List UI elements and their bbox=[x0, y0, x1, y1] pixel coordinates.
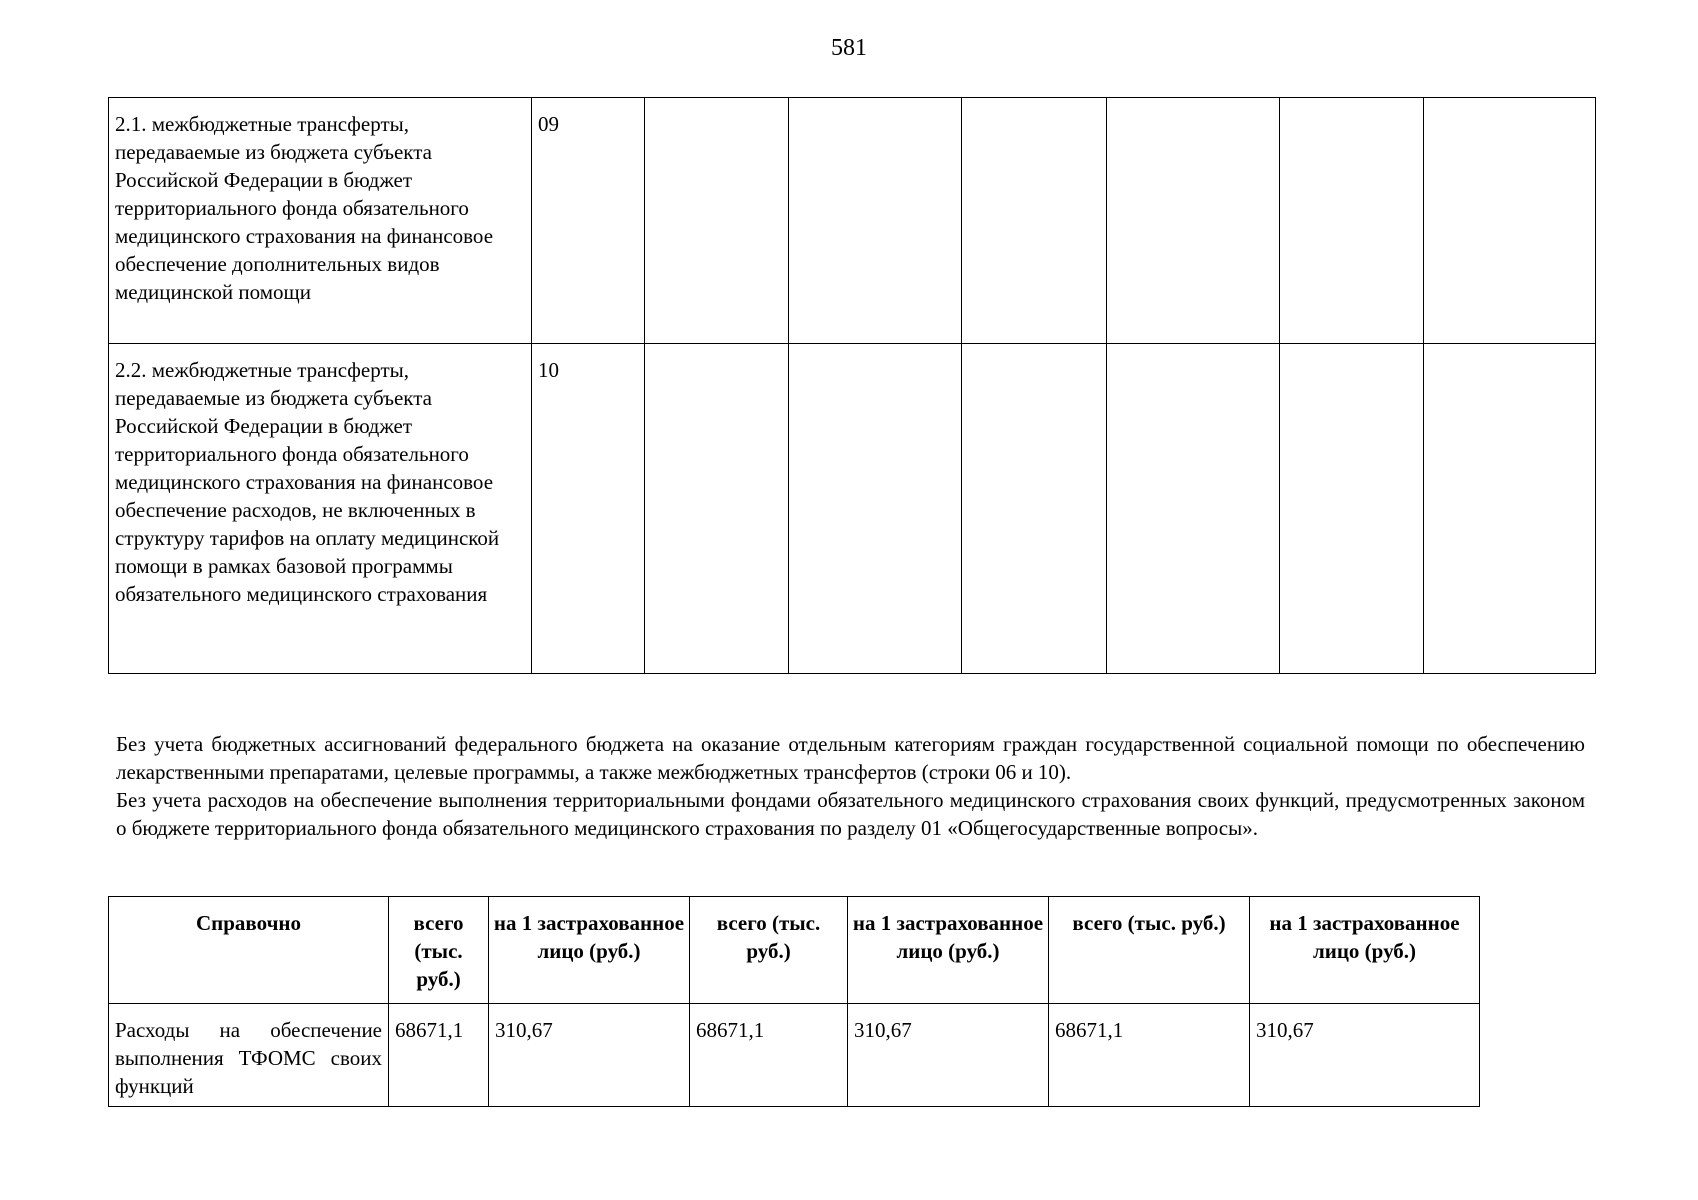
column-header: всего (тыс. руб.) bbox=[389, 897, 489, 1004]
table-cell bbox=[1107, 344, 1280, 674]
column-header: на 1 застрахованное лицо (руб.) bbox=[489, 897, 690, 1004]
column-header: всего (тыс. руб.) bbox=[690, 897, 848, 1004]
reference-table bbox=[108, 896, 1480, 1107]
table-cell: 68671,1 bbox=[389, 1004, 489, 1107]
table-cell: 68671,1 bbox=[690, 1004, 848, 1107]
table-row bbox=[109, 1004, 1480, 1107]
column-header: всего (тыс. руб.) bbox=[1049, 897, 1250, 1004]
table-cell: 68671,1 bbox=[1049, 1004, 1250, 1107]
table-cell bbox=[1280, 98, 1424, 344]
table-cell bbox=[789, 344, 962, 674]
footnote: Без учета расходов на обеспечение выполнения территориальными фондами обязательного медицинского страхования своих функций, предусмотренных законом о бюджете территориального фонда обязательного медицинского страхования по разделу 01 «Общегосударственные вопросы». bbox=[116, 788, 1585, 840]
row-label: 2.2. межбюджетные трансферты, передаваемые из бюджета субъекта Российской Федерации в бюджет территориального фонда обязательного медицинского страхования на финансовое обеспечение расходов, не включенных в структуру тарифов на оплату медицинской помощи в рамках базовой программы обязательного медицинского страхования bbox=[109, 344, 532, 674]
table-cell bbox=[1424, 344, 1596, 674]
table-cell bbox=[1424, 98, 1596, 344]
table-cell bbox=[1280, 344, 1424, 674]
row-label: Расходы на обеспечение выполнения ТФОМС своих функций bbox=[109, 1004, 389, 1107]
footnotes bbox=[116, 730, 1585, 842]
table-cell bbox=[645, 344, 789, 674]
table-cell bbox=[1107, 98, 1280, 344]
table-header-row bbox=[109, 897, 1480, 1004]
table-cell bbox=[645, 98, 789, 344]
row-code: 09 bbox=[532, 98, 645, 344]
budget-transfers-table bbox=[108, 97, 1596, 674]
column-header: Справочно bbox=[109, 897, 389, 1004]
row-label: 2.1. межбюджетные трансферты, передаваемые из бюджета субъекта Российской Федерации в бюджет территориального фонда обязательного медицинского страхования на финансовое обеспечение дополнительных видов медицинской помощи bbox=[109, 98, 532, 344]
table-cell bbox=[962, 344, 1107, 674]
table-row bbox=[109, 98, 1596, 344]
table-cell bbox=[962, 98, 1107, 344]
column-header: на 1 застрахованное лицо (руб.) bbox=[848, 897, 1049, 1004]
page-number: 581 bbox=[831, 35, 867, 61]
table-cell: 310,67 bbox=[848, 1004, 1049, 1107]
column-header: на 1 застрахованное лицо (руб.) bbox=[1250, 897, 1480, 1004]
table-row bbox=[109, 344, 1596, 674]
footnote: Без учета бюджетных ассигнований федерального бюджета на оказание отдельным категориям граждан государственной социальной помощи по обеспечению лекарственными препаратами, целевые программы, а также межбюджетных трансфертов (строки 06 и 10). bbox=[116, 732, 1585, 784]
table-cell bbox=[789, 98, 962, 344]
table-cell: 310,67 bbox=[1250, 1004, 1480, 1107]
table-cell: 310,67 bbox=[489, 1004, 690, 1107]
row-code: 10 bbox=[532, 344, 645, 674]
